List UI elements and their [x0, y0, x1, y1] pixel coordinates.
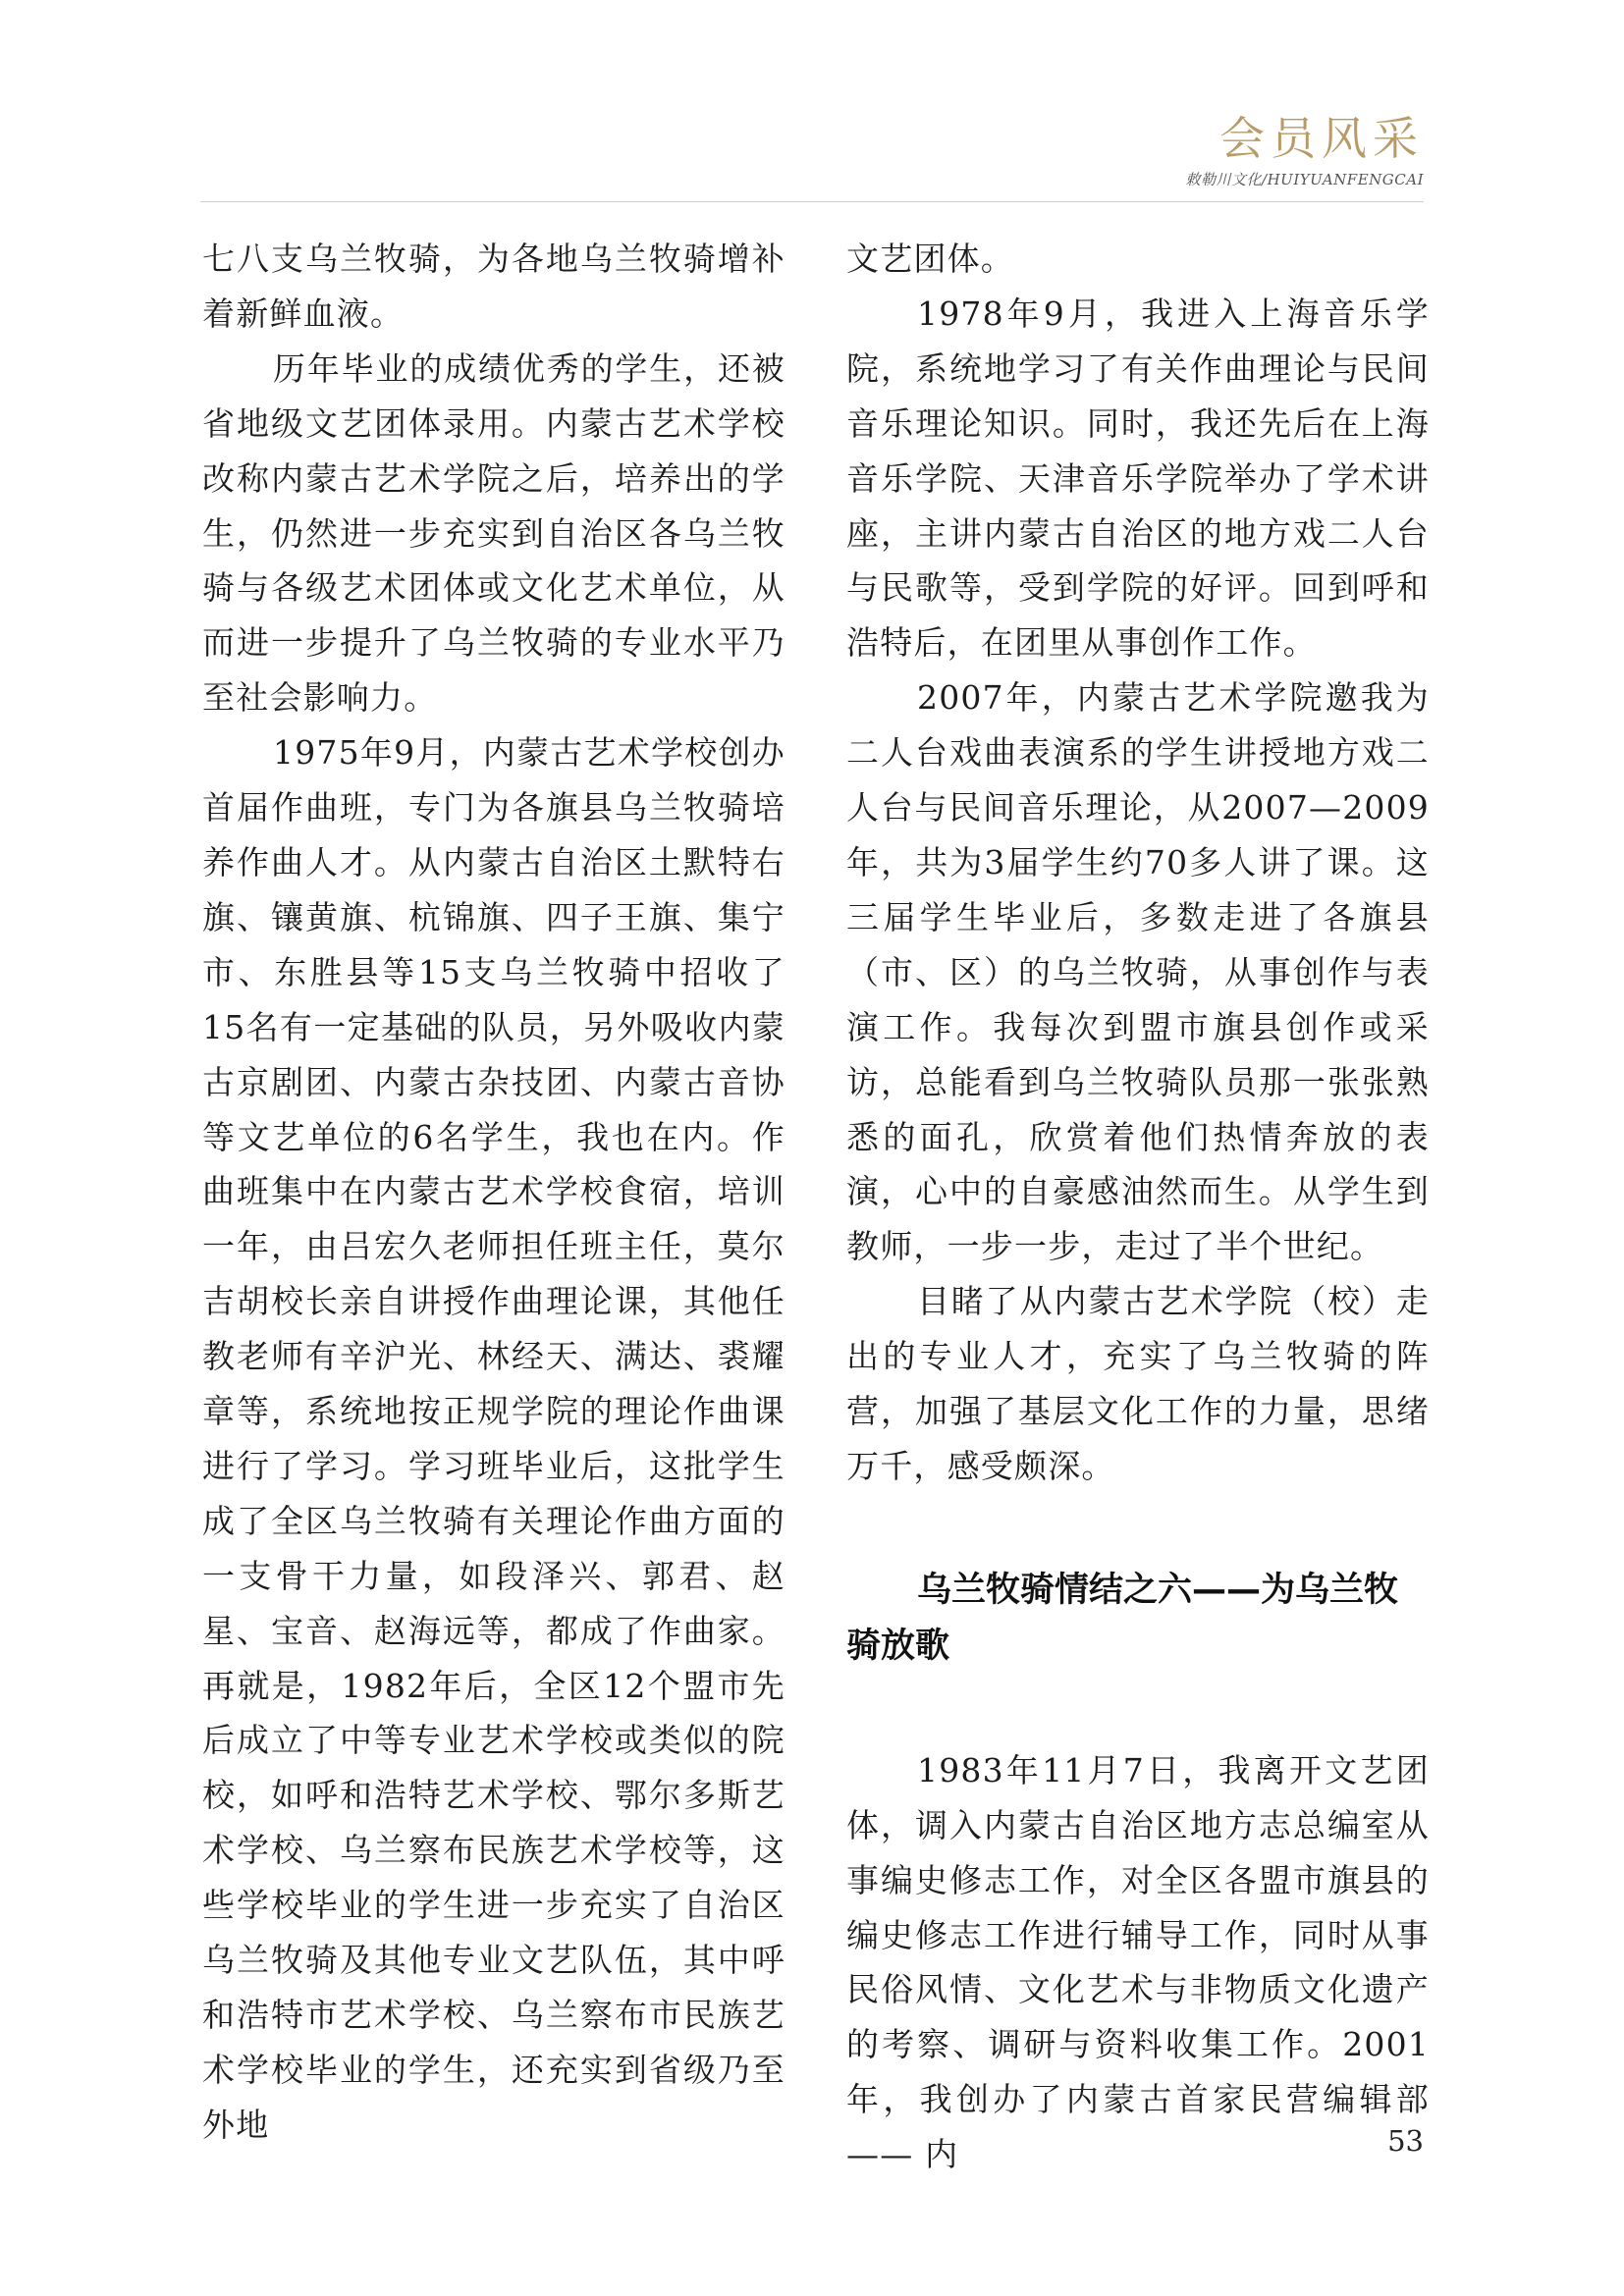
paragraph: 1975年9月，内蒙古艺术学校创办首届作曲班，专门为各旗县乌兰牧骑培养作曲人才。从内蒙古自治区土默特右旗、镶黄旗、杭锦旗、四子王旗、集宁市、东胜县等15支乌兰牧骑中招收了15名有一定基础的队员，另外吸收内蒙古京剧团、内蒙古杂技团、内蒙古音协等文艺单位的6名学生，我也在内。作曲班集中在内蒙古艺术学校食宿，培训一年，由吕宏久老师担任班主任，莫尔吉胡校长亲自讲授作曲理论课，其他任教老师有辛沪光、林经天、满达、裘耀章等，系统地按正规学院的理论作曲课进行了学习。学习班毕业后，这批学生成了全区乌兰牧骑有关理论作曲方面的一支骨干力量，如段泽兴、郭君、赵星、宝音、赵海远等，都成了作曲家。再就是，1982年后，全区12个盟市先后成立了中等专业艺术学校或类似的院校，如呼和浩特艺术学校、鄂尔多斯艺术学校、乌兰察布民族艺术学校等，这些学校毕业的学生进一步充实了自治区乌兰牧骑及其他专业文艺队伍，其中呼和浩特市艺术学校、乌兰察布市民族艺术学校毕业的学生，还充实到省级乃至外地	[202, 733, 785, 2144]
header-subtitle: 敕勒川文化/HUIYUANFENGCAI	[1185, 171, 1424, 188]
header-rule	[200, 201, 1424, 202]
paragraph: 2007年，内蒙古艺术学院邀我为二人台戏曲表演系的学生讲授地方戏二人台与民间音乐理论，从2007—2009年，共为3届学生约70多人讲了课。这三届学生毕业后，多数走进了各旗县（市、区）的乌兰牧骑，从事创作与表演工作。我每次到盟市旗县创作或采访，总能看到乌兰牧骑队员那一张张熟悉的面孔，欣赏着他们热情奔放的表演，心中的自豪感油然而生。从学生到教师，一步一步，走过了半个世纪。	[846, 678, 1430, 1266]
page-number: 53	[1387, 2124, 1424, 2158]
left-column	[202, 232, 785, 2153]
paragraph: 1983年11月7日，我离开文艺团体，调入内蒙古自治区地方志总编室从事编史修志工作，对全区各盟市旗县的编史修志工作进行辅导工作，同时从事民俗风情、文化艺术与非物质文化遗产的考察、调研与资料收集工作。2001年，我创办了内蒙古首家民营编辑部—— 内	[846, 1750, 1430, 2174]
paragraph: 1978年9月，我进入上海音乐学院，系统地学习了有关作曲理论与民间音乐理论知识。同时，我还先后在上海音乐学院、天津音乐学院举办了学术讲座，主讲内蒙古自治区的地方戏二人台与民歌等，受到学院的好评。回到呼和浩特后，在团里从事创作工作。	[846, 294, 1430, 663]
paragraph: 文艺团体。	[846, 240, 1014, 278]
header-title: 会员风采	[1219, 112, 1424, 165]
paragraph: 历年毕业的成绩优秀的学生，还被省地级文艺团体录用。内蒙古艺术学校改称内蒙古艺术学院之后，培养出的学生，仍然进一步充实到自治区各乌兰牧骑与各级艺术团体或文化艺术单位，从而进一步提升了乌兰牧骑的专业水平乃至社会影响力。	[202, 348, 785, 718]
section-heading: 乌兰牧骑情结之六——为乌兰牧骑放歌	[846, 1570, 1399, 1666]
right-column	[846, 232, 1430, 2182]
paragraph: 目睹了从内蒙古艺术学院（校）走出的专业人才，充实了乌兰牧骑的阵营，加强了基层文化工作的力量，思绪万千，感受颇深。	[846, 1282, 1430, 1485]
paragraph: 七八支乌兰牧骑，为各地乌兰牧骑增补着新鲜血液。	[202, 240, 785, 333]
